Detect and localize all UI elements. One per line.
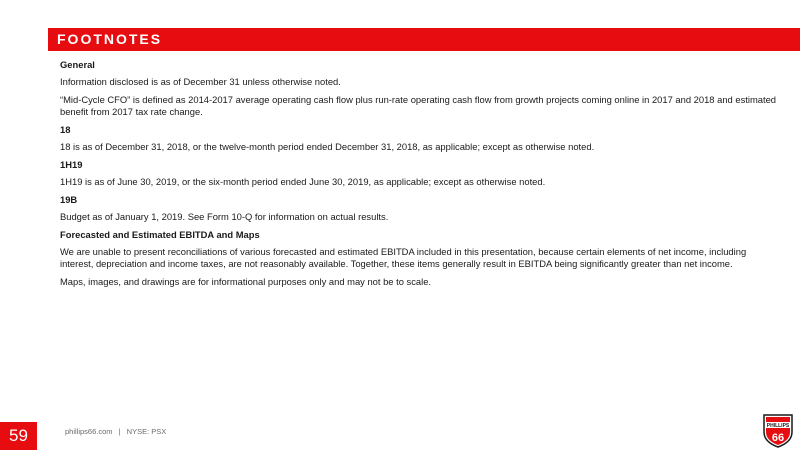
section-heading-18: 18 [60, 124, 71, 135]
section-19b-paragraph: Budget as of January 1, 2019. See Form 10-Q for information on actual results. [60, 211, 389, 222]
ebitda-paragraph-1: We are unable to present reconciliations of various forecasted and estimated EBITDA included in this presentation, because certain elements of net income, including interest, depreciation and income taxes, are not reasonably available. Together, these items generally result in EBITDA being significantly greater than net income. [60, 246, 747, 269]
phillips66-logo [760, 412, 796, 448]
general-paragraph-1: Information disclosed is as of December 31 unless otherwise noted. [60, 76, 341, 87]
section-heading-19b: 19B [60, 194, 78, 205]
section-18-paragraph: 18 is as of December 31, 2018, or the twelve-month period ended December 31, 2018, as applicable; except as otherwise noted. [60, 141, 595, 152]
ebitda-paragraph-2: Maps, images, and drawings are for informational purposes only and may not be to scale. [60, 276, 432, 287]
footer-separator: | [118, 427, 121, 436]
section-heading-1h19: 1H19 [60, 159, 83, 170]
logo-text-top: PHILLIPS [766, 423, 790, 429]
section-heading-ebitda: Forecasted and Estimated EBITDA and Maps [60, 229, 260, 240]
footnotes-content [60, 59, 780, 294]
footer-ticker: NYSE: PSX [126, 427, 167, 436]
section-1h19-paragraph: 1H19 is as of June 30, 2019, or the six-month period ended June 30, 2019, as applicable; except as otherwise noted. [60, 176, 546, 187]
page-number-box [0, 422, 37, 450]
general-paragraph-2: “Mid-Cycle CFO” is defined as 2014-2017 average operating cash flow plus run-rate operating cash flow from growth projects coming online in 2017 and 2018 and estimated benefit from 2017 tax rate change. [60, 94, 777, 117]
page-number: 59 [9, 426, 28, 445]
page-title: FOOTNOTES [57, 31, 163, 47]
footer [65, 427, 166, 436]
section-heading-general: General [60, 59, 95, 70]
footer-website-link[interactable]: phillips66.com [65, 427, 113, 436]
logo-text-number: 66 [771, 432, 785, 444]
title-bar [48, 28, 800, 51]
